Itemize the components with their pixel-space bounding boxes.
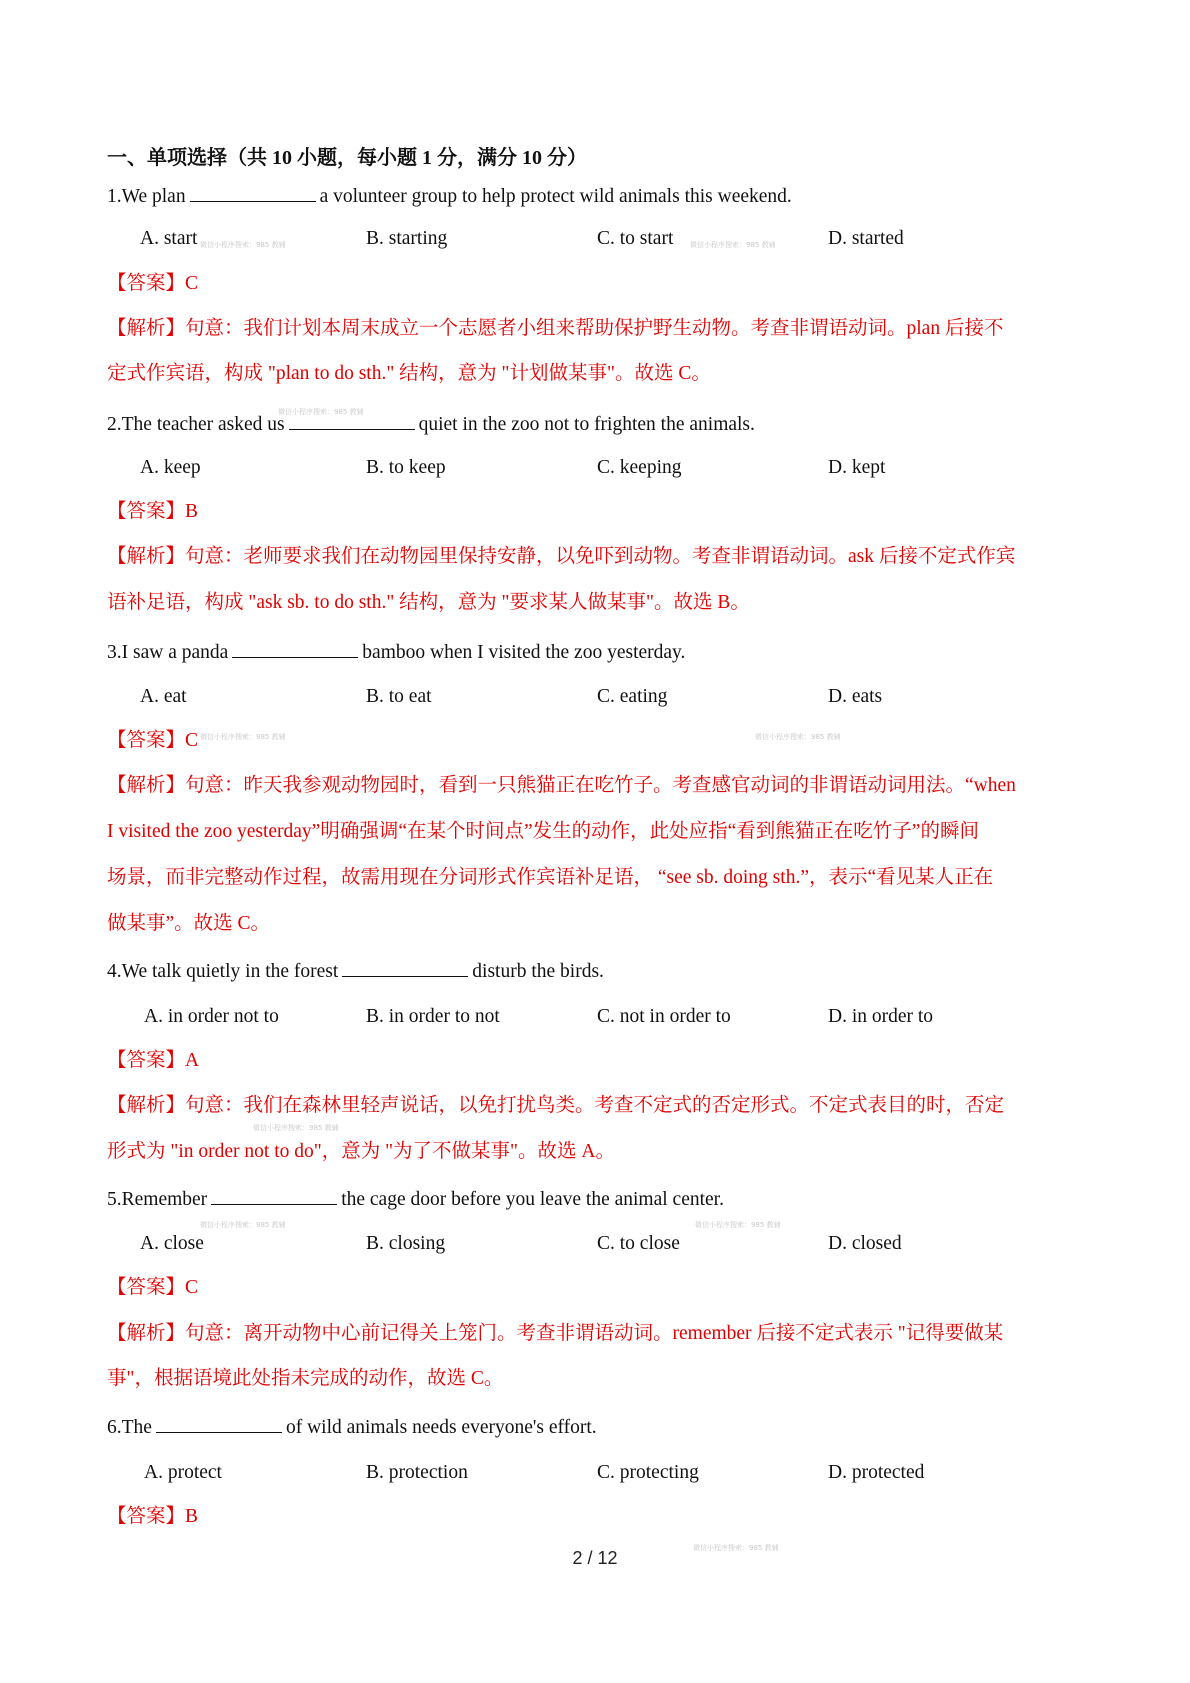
analysis-line: 定式作宾语，构成 "plan to do sth." 结构，意为 "计划做某事"。故选 C。 — [107, 363, 711, 384]
option-a: A. close — [140, 1233, 204, 1254]
option-d: D. closed — [828, 1233, 902, 1254]
option-c: C. not in order to — [597, 1006, 731, 1027]
analysis-line: 【解析】句意：昨天我参观动物园时，看到一只熊猫正在吃竹子。考查感官动词的非谓语动词用法。“when — [107, 775, 1016, 796]
answer-blank — [211, 1186, 337, 1205]
answer-label: 【答案】C — [107, 730, 199, 751]
question-stem: 2.The teacher asked us quiet in the zoo not to frighten the animals. — [107, 411, 1087, 438]
answer-label: 【答案】B — [107, 501, 199, 522]
answer-blank — [156, 1414, 282, 1433]
option-b: B. starting — [366, 228, 448, 249]
question-stem: 1.We plan a volunteer group to help protect wild animals this weekend. — [107, 183, 1087, 210]
watermark: 微信小程序搜索：985 教辅 — [690, 241, 776, 249]
watermark: 微信小程序搜索：985 教辅 — [200, 1221, 286, 1229]
option-b: B. to eat — [366, 686, 432, 707]
option-d: D. eats — [828, 686, 883, 707]
option-d: D. in order to — [828, 1006, 934, 1027]
option-a: A. in order not to — [144, 1006, 279, 1027]
analysis-line: 事"，根据语境此处指未完成的动作，故选 C。 — [107, 1368, 504, 1389]
answer-blank — [232, 639, 358, 658]
option-b: B. to keep — [366, 457, 446, 478]
watermark: 微信小程序搜索：985 教辅 — [200, 241, 286, 249]
option-a: A. protect — [144, 1462, 222, 1483]
answer-blank — [342, 958, 468, 977]
option-c: C. protecting — [597, 1462, 699, 1483]
option-d: D. kept — [828, 457, 886, 478]
section-title: 一、单项选择（共 10 小题，每小题 1 分，满分 10 分） — [107, 147, 587, 169]
option-c: C. to start — [597, 228, 674, 249]
option-c: C. keeping — [597, 457, 682, 478]
option-b: B. closing — [366, 1233, 446, 1254]
analysis-line: 语补足语，构成 "ask sb. to do sth." 结构，意为 "要求某人做某事"。故选 B。 — [107, 592, 750, 613]
answer-blank — [190, 183, 316, 202]
answer-label: 【答案】C — [107, 273, 199, 294]
analysis-line: 【解析】句意：离开动物中心前记得关上笼门。考查非谓语动词。remember 后接不定式表示 "记得要做某 — [107, 1323, 1004, 1344]
option-c: C. to close — [597, 1233, 680, 1254]
question-stem: 3.I saw a panda bamboo when I visited the zoo yesterday. — [107, 639, 1087, 666]
question-stem: 6.The of wild animals needs everyone's effort. — [107, 1414, 1087, 1441]
analysis-line: I visited the zoo yesterday”明确强调“在某个时间点”发生的动作，此处应指“看到熊猫正在吃竹子”的瞬间 — [107, 821, 979, 842]
option-d: D. started — [828, 228, 904, 249]
watermark: 微信小程序搜索：985 教辅 — [278, 408, 364, 416]
option-b: B. protection — [366, 1462, 468, 1483]
option-b: B. in order to not — [366, 1006, 500, 1027]
watermark: 微信小程序搜索：985 教辅 — [695, 1221, 781, 1229]
analysis-line: 做某事”。故选 C。 — [107, 913, 271, 934]
page-number: 2 / 12 — [572, 1548, 618, 1568]
option-a: A. keep — [140, 457, 201, 478]
answer-label: 【答案】C — [107, 1277, 199, 1298]
analysis-line: 【解析】句意：我们在森林里轻声说话，以免打扰鸟类。考查不定式的否定形式。不定式表目的时，否定 — [107, 1095, 1005, 1116]
watermark: 微信小程序搜索：985 教辅 — [693, 1544, 779, 1552]
option-d: D. protected — [828, 1462, 925, 1483]
analysis-line: 【解析】句意：我们计划本周末成立一个志愿者小组来帮助保护野生动物。考查非谓语动词。plan 后接不 — [107, 318, 1004, 339]
watermark: 微信小程序搜索：985 教辅 — [200, 733, 286, 741]
answer-label: 【答案】A — [107, 1050, 200, 1071]
watermark: 微信小程序搜索：985 教辅 — [253, 1124, 339, 1132]
analysis-line: 【解析】句意：老师要求我们在动物园里保持安静，以免吓到动物。考查非谓语动词。ask 后接不定式作宾 — [107, 546, 1016, 567]
question-stem: 5.Remember the cage door before you leave the animal center. — [107, 1186, 1087, 1213]
answer-label: 【答案】B — [107, 1506, 199, 1527]
option-a: A. eat — [140, 686, 187, 707]
question-stem: 4.We talk quietly in the forest disturb the birds. — [107, 958, 1087, 985]
option-c: C. eating — [597, 686, 668, 707]
analysis-line: 场景，而非完整动作过程，故需用现在分词形式作宾语补足语， “see sb. doing sth.”，表示“看见某人正在 — [107, 867, 994, 888]
analysis-line: 形式为 "in order not to do"，意为 "为了不做某事"。故选 A。 — [107, 1141, 615, 1162]
option-a: A. start — [140, 228, 198, 249]
watermark: 微信小程序搜索：985 教辅 — [755, 733, 841, 741]
